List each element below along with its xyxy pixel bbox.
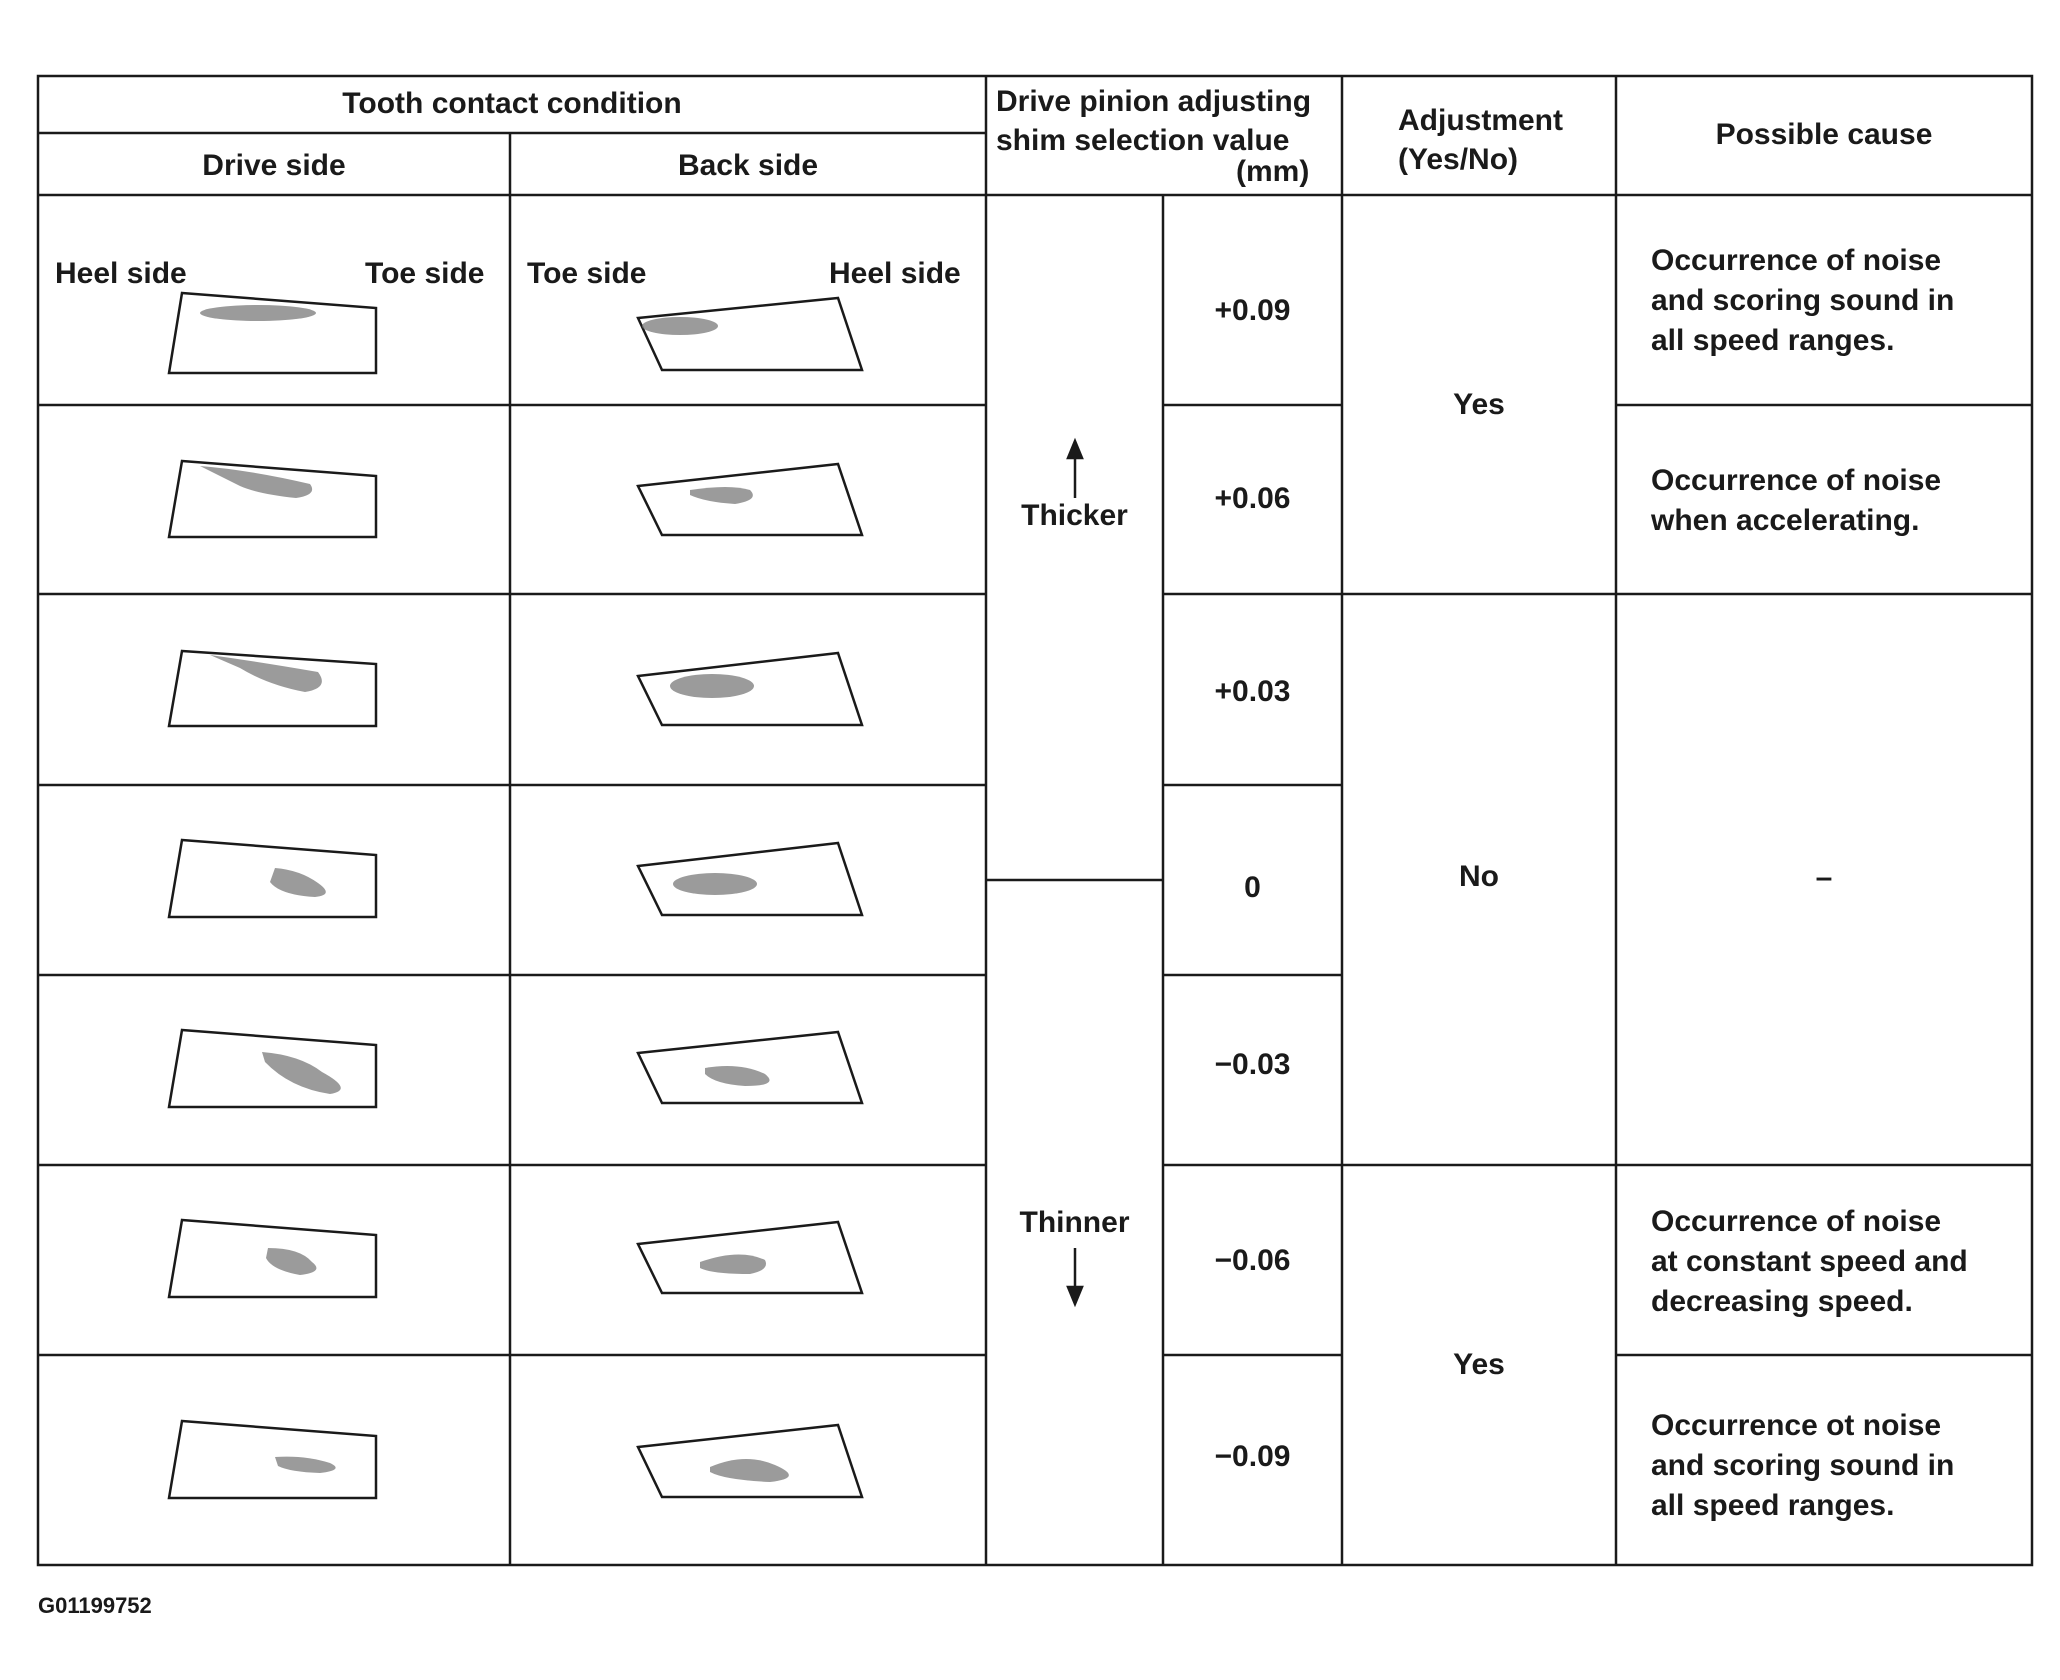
drive-tooth-diagram [169, 461, 376, 537]
contact-pattern [262, 1052, 341, 1094]
contact-pattern [700, 1254, 766, 1274]
possible-cause-text: – [1815, 861, 1833, 894]
possible-cause-text: Occurrence of noise at constant speed and decreasing speed. [1651, 1205, 1968, 1318]
arrow-up-icon [1068, 441, 1082, 458]
possible-cause-text: Occurrence of noise when accelerating. [1651, 464, 1942, 537]
thicker-label: Thicker [1021, 499, 1128, 532]
header-back-side: Back side [677, 149, 819, 182]
contact-pattern [275, 1457, 336, 1473]
contact-pattern [266, 1248, 316, 1275]
back-tooth-diagram [638, 464, 862, 535]
shim-value: 0 [1244, 871, 1261, 904]
header-drive-side: Drive side [202, 149, 346, 182]
adjustment-value: Yes [1453, 1348, 1505, 1381]
drive-toe-side-label: Toe side [365, 257, 485, 290]
figure-code: G01199752 [38, 1593, 152, 1618]
header-shim-line1: Drive pinion adjusting [996, 85, 1312, 118]
thinner-label: Thinner [1019, 1206, 1130, 1239]
adjustment-value: Yes [1453, 388, 1505, 421]
contact-pattern [690, 487, 753, 504]
header-shim-line2: shim selection value [996, 124, 1290, 157]
shim-value: +0.06 [1214, 482, 1291, 515]
contact-pattern [705, 1066, 770, 1086]
back-heel-side-label: Heel side [829, 257, 961, 290]
shim-value: +0.03 [1214, 675, 1291, 708]
header-tooth-contact: Tooth contact condition [342, 87, 682, 120]
contact-pattern [670, 674, 754, 698]
back-tooth-diagram [638, 1032, 862, 1103]
shim-value: −0.06 [1214, 1244, 1291, 1277]
contact-pattern [210, 655, 322, 692]
contact-pattern [642, 317, 718, 335]
drive-tooth-diagram [169, 651, 376, 726]
header-shim-unit: (mm) [1236, 155, 1310, 188]
contact-pattern [710, 1459, 789, 1482]
contact-pattern [673, 873, 757, 895]
header-adjustment-line1: Adjustment [1398, 104, 1563, 137]
arrow-down-icon [1068, 1287, 1082, 1304]
contact-pattern [200, 305, 316, 321]
possible-cause-text: Occurrence of noise and scoring sound in all speed ranges. [1651, 244, 1955, 357]
back-toe-side-label: Toe side [527, 257, 647, 290]
adjustment-value: No [1459, 860, 1499, 893]
header-adjustment-line2: (Yes/No) [1398, 143, 1519, 176]
possible-cause-text: Occurrence ot noise and scoring sound in all speed ranges. [1651, 1409, 1955, 1522]
drive-tooth-diagram [169, 1421, 376, 1498]
drive-tooth-diagram [169, 293, 376, 373]
shim-value: −0.09 [1214, 1440, 1291, 1473]
drive-heel-side-label: Heel side [55, 257, 187, 290]
shim-value: −0.03 [1214, 1048, 1291, 1081]
header-possible-cause: Possible cause [1715, 118, 1933, 151]
contact-pattern [270, 868, 326, 897]
shim-value: +0.09 [1214, 294, 1291, 327]
